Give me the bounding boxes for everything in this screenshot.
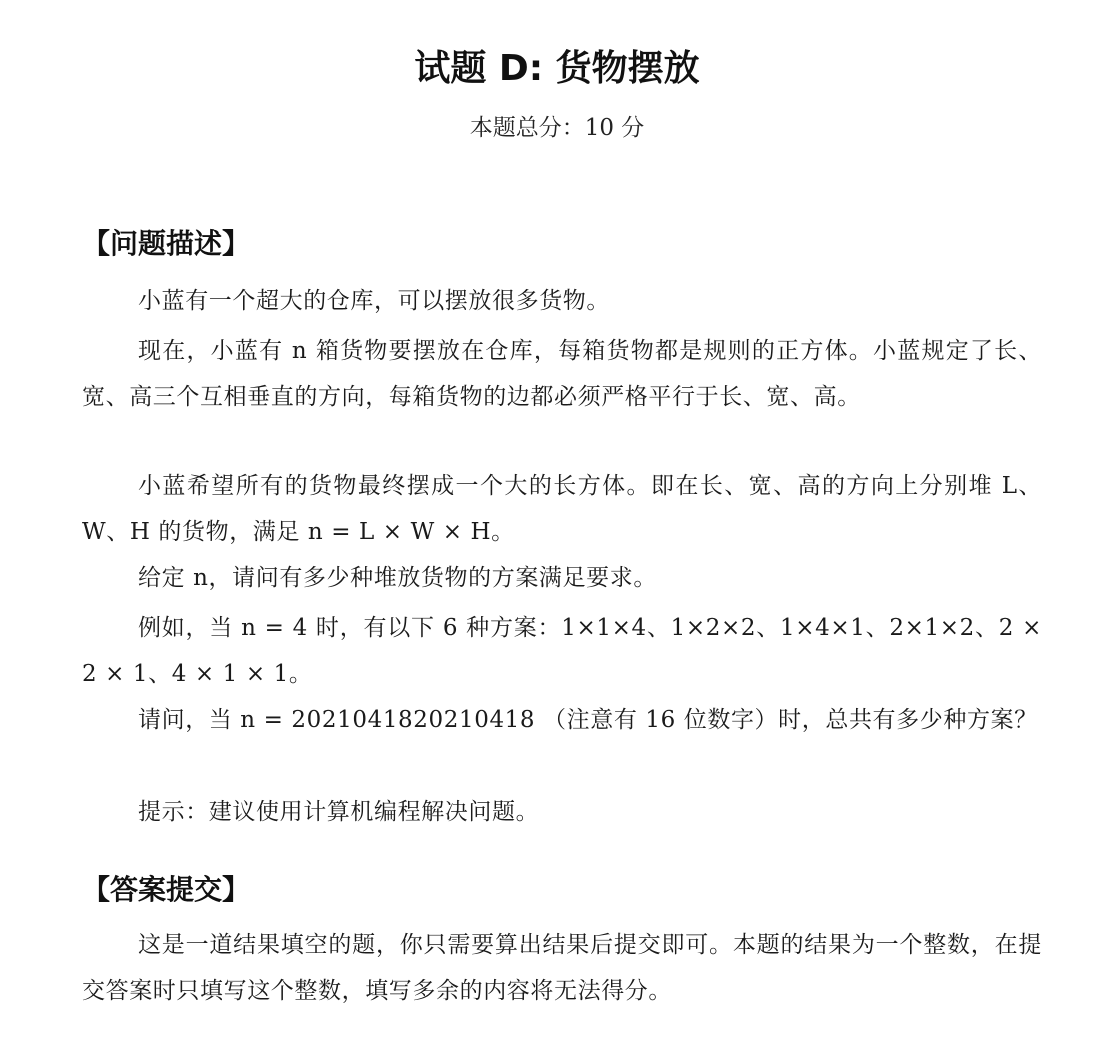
- paragraph: 给定 n，请问有多少种堆放货物的方案满足要求。: [138, 565, 657, 591]
- section-heading-submission: 【答案提交】: [82, 873, 251, 906]
- paragraph: 现在，小蓝有 n 箱货物要摆放在仓库，每箱货物都是规则的正方体。小蓝规定了长、宽、高三个互相垂直的方向，每箱货物的边都必须严格平行于长、宽、高。: [82, 338, 1042, 410]
- paragraph: 提示：建议使用计算机编程解决问题。: [138, 799, 540, 825]
- paragraph: 例如，当 n = 4 时，有以下 6 种方案：1×1×4、1×2×2、1×4×1、2×1×2、2 × 2 × 1、4 × 1 × 1。: [82, 615, 1042, 687]
- page-title: 试题 D: 货物摆放: [414, 48, 700, 89]
- paragraph: 这是一道结果填空的题，你只需要算出结果后提交即可。本题的结果为一个整数，在提交答案时只填写这个整数，填写多余的内容将无法得分。: [82, 932, 1042, 1004]
- page-subtitle: 本题总分：10 分: [469, 115, 645, 141]
- paragraph: 请问，当 n = 2021041820210418 （注意有 16 位数字）时，总共有多少种方案？: [138, 707, 1038, 733]
- paragraph: 小蓝有一个超大的仓库，可以摆放很多货物。: [138, 288, 610, 314]
- paragraph: 小蓝希望所有的货物最终摆成一个大的长方体。即在长、宽、高的方向上分别堆 L、W、H 的货物，满足 n = L × W × H。: [82, 473, 1042, 545]
- section-heading-description: 【问题描述】: [82, 227, 251, 260]
